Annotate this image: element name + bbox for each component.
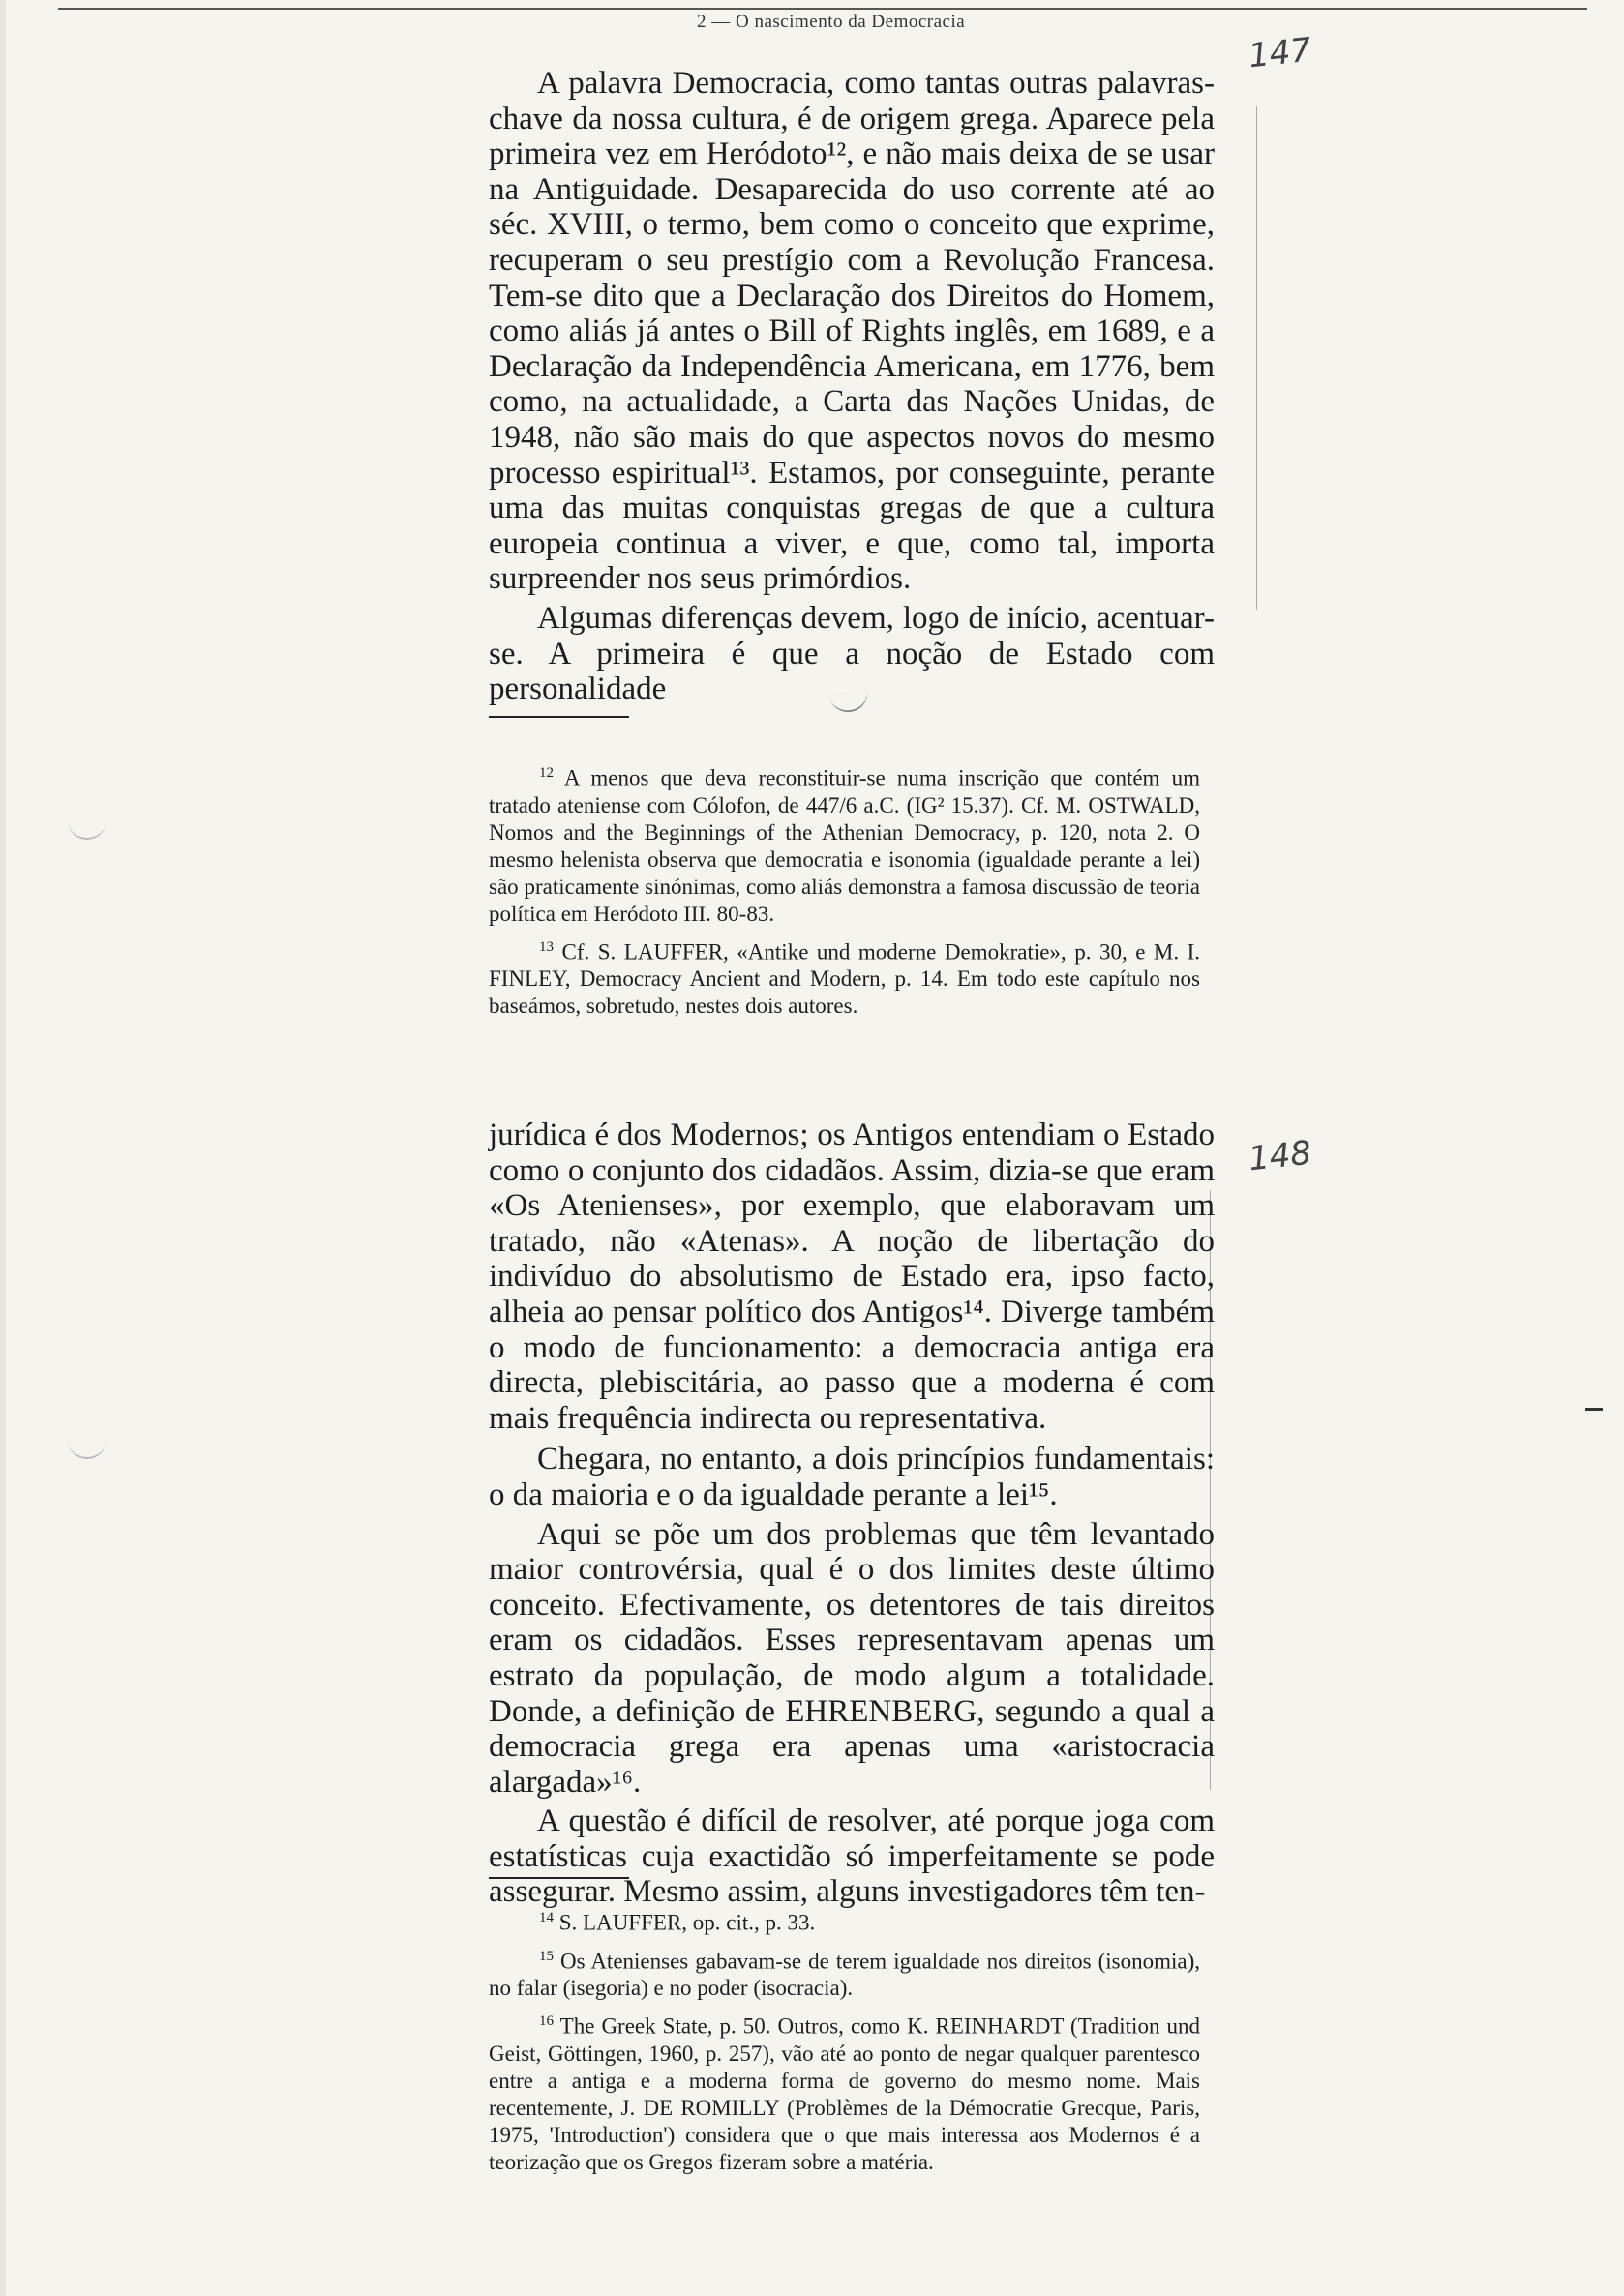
footnote-14: $^{14}$ S. LAUFFER, op. cit., p. 33.	[539, 1910, 816, 1935]
paragraph: Aqui se põe um dos problemas que têm levantado maior controvérsia, qual é o dos limites deste último conceito. Efectivamente, os detentores de tais direitos eram os cidadãos. Esses representavam apenas um estrato da população, de modo algum a totalidade. Donde, a definição de EHRENBERG, segundo a qual a democracia grega era apenas uma «aristocracia alargada»¹⁶.	[489, 1516, 1215, 1800]
footnote-rule	[489, 716, 629, 718]
footnotes-section-2	[489, 1904, 1200, 2182]
margin-note-page-147: 147	[1247, 30, 1313, 76]
paragraph: A questão é difícil de resolver, até porque joga com estatísticas cuja exactidão só imperfeitamente se pode assegurar. Mesmo assim, alguns investigadores têm ten-	[489, 1804, 1215, 1910]
margin-line	[1256, 106, 1257, 610]
footnote-rule	[489, 1877, 629, 1879]
running-head: 2 — O nascimento da Democracia	[697, 12, 966, 32]
paragraph: Algumas diferenças devem, logo de início, acentuar-se. A primeira é que a noção de Estado com personalidade	[489, 600, 1215, 707]
footnote-13: $^{13}$ Cf. S. LAUFFER, «Antike und moderne Demokratie», p. 30, e M. I. FINLEY, Democracy Ancient and Modern, p. 14. Em todo este capítulo nos baseámos, sobretudo, nestes dois autores.	[489, 939, 1201, 1019]
footnote-15: $^{15}$ Os Atenienses gabavam-se de terem igualdade nos direitos (isonomia), no falar (isegoria) e no poder (isocracia).	[489, 1948, 1200, 2001]
margin-note-page-148: 148	[1247, 1133, 1313, 1179]
body-section-1	[489, 66, 1215, 707]
footnote-12: $^{12}$ A menos que deva reconstituir-se numa inscrição que contém um tratado ateniense com Cólofon, de 447/6 a.C. (IG² 15.37). Cf. M. OSTWALD, Nomos and the Beginnings of the Athenian Democracy, p. 120, nota 2. O mesmo helenista observa que democratia e isonomia (igualdade perante a lei) são praticamente sinónimas, como aliás demonstra a famosa discussão de teoria política em Heródoto III. 80-83.	[489, 765, 1200, 926]
footnotes-section-1	[489, 760, 1200, 1026]
top-rule	[58, 8, 1587, 10]
edge-mark	[1585, 1408, 1603, 1411]
paragraph: A palavra Democracia, como tantas outras palavras-chave da nossa cultura, é de origem grega. Aparece pela primeira vez em Heródoto¹², e não mais deixa de se usar na Antiguidade. Desaparecida do uso corrente até ao séc. XVIII, o termo, bem como o conceito que exprime, recuperam o seu prestígio com a Revolução Francesa. Tem-se dito que a Declaração dos Direitos do Homem, como aliás já antes o Bill of Rights inglês, em 1689, e a Declaração da Independência Americana, em 1776, bem como, na actualidade, a Carta das Nações Unidas, de 1948, não são mais do que aspectos novos do mesmo processo espiritual¹³. Estamos, por conseguinte, perante uma das muitas conquistas gregas de que a cultura europeia continua a viver, e que, como tal, importa surpreender nos seus primórdios.	[489, 66, 1215, 597]
footnote-16: $^{16}$ The Greek State, p. 50. Outros, como K. REINHARDT (Tradition und Geist, Göttingen, 1960, p. 257), vão até ao ponto de negar qualquer parentesco entre a antiga e a moderna forma de governo do mesmo nome. Mais recentemente, J. DE ROMILLY (Problèmes de la Démocratie Grecque, Paris, 1975, 'Introduction') considera que o que mais interessa aos Modernos é a teorização que os Gregos fizeram sobre a matéria.	[489, 2013, 1200, 2174]
paragraph: Chegara, no entanto, a dois princípios fundamentais: o da maioria e o da igualdade perante a lei¹⁵.	[489, 1442, 1215, 1512]
paragraph: jurídica é dos Modernos; os Antigos entendiam o Estado como o conjunto dos cidadãos. Assim, dizia-se que eram «Os Atenienses», por exemplo, que elaboravam um tratado, não «Atenas». A noção de libertação do indivíduo do absolutismo de Estado era, ipso facto, alheia ao pensar político dos Antigos¹⁴. Diverge também o modo de funcionamento: a democracia antiga era directa, plebiscitária, ao passo que a moderna é com mais frequência indirecta ou representativa.	[489, 1118, 1215, 1436]
body-section-2	[489, 1118, 1215, 1910]
